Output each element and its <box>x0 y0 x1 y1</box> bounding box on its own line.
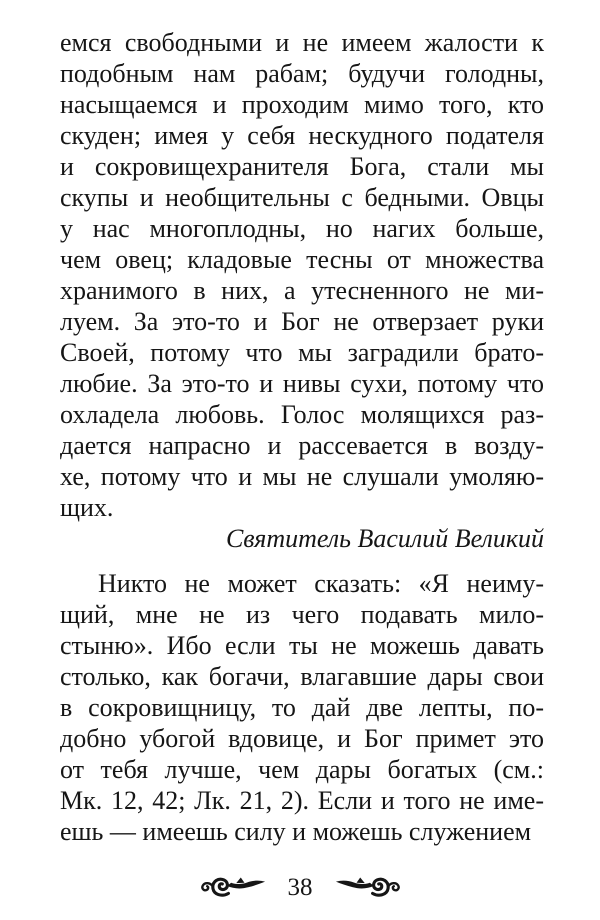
text-line: у нас многоплодны, но нагих больше, <box>60 214 544 243</box>
text-line: хранимого в них, а утесненного не ми- <box>60 276 544 305</box>
text-line: и сокровищехранителя Бога, стали мы <box>60 152 544 181</box>
page-number: 38 <box>287 873 313 901</box>
text-line: подобным нам рабам; будучи голодны, <box>60 59 544 88</box>
text-line: скупы и необщительны с бедными. Овцы <box>60 183 544 212</box>
text-line: добно убогой вдовице, и Бог примет это <box>60 724 544 753</box>
text-line: ешь — имеешь силу и можешь служением <box>60 817 532 846</box>
text-line: Никто не может сказать: «Я неиму- <box>98 569 544 598</box>
text-line: хе, потому что и мы не слушали умоляю- <box>60 462 544 491</box>
text-line: столько, как богачи, влагавшие дары свои <box>60 662 544 691</box>
text-line: стыню». Ибо если ты не можешь давать <box>60 631 544 660</box>
swirl-flourish-right-icon <box>335 874 401 900</box>
text-line: охладела любовь. Голос молящихся раз- <box>60 400 544 429</box>
paragraph <box>60 568 544 847</box>
attribution-author: Святитель Василий Великий <box>225 524 544 553</box>
text-line: Мк. 12, 42; Лк. 21, 2). Если и того не име- <box>60 786 544 815</box>
text-line: скуден; имея у себя нескудного подателя <box>60 121 544 150</box>
text-line: Своей, потому что мы заградили брато- <box>60 338 544 367</box>
paragraph-continued <box>60 27 544 523</box>
text-line: от тебя лучше, чем дары богатых (см.: <box>60 755 544 784</box>
swirl-flourish-left-icon <box>200 874 266 900</box>
text-line: в сокровищницу, то дай две лепты, по- <box>60 693 544 722</box>
text-line: насыщаемся и проходим мимо того, кто <box>60 90 544 119</box>
text-line: щий, мне не из чего подавать мило- <box>60 600 544 629</box>
page-footer <box>0 874 600 900</box>
text-line: любие. За это-то и нивы сухи, потому что <box>60 369 544 398</box>
text-line: луем. За это-то и Бог не отверзает руки <box>60 307 544 336</box>
text-line: дается напрасно и рассевается в возду- <box>60 431 544 460</box>
text-line: чем овец; кладовые тесны от множества <box>60 245 544 274</box>
text-line: емся свободными и не имеем жалости к <box>60 28 544 57</box>
text-line: щих. <box>60 493 114 522</box>
